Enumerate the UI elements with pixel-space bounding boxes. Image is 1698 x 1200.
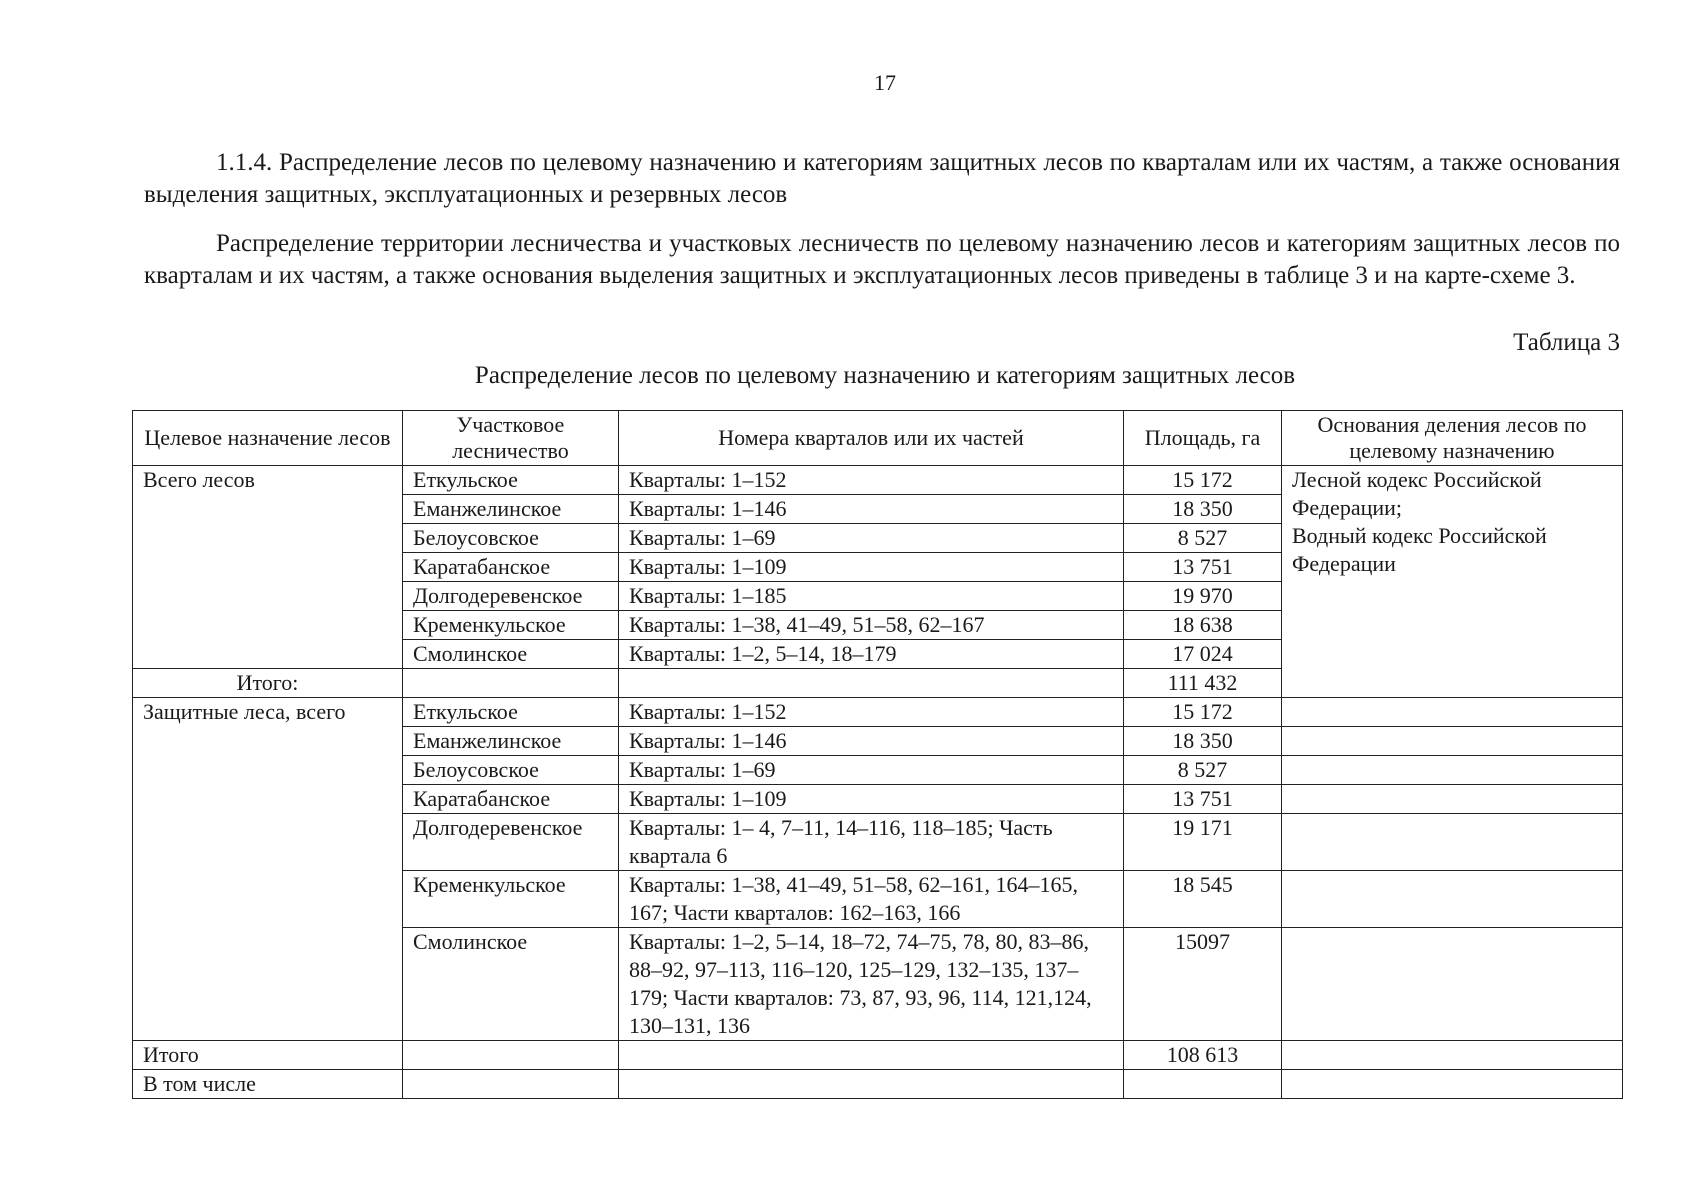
basis-cell (1282, 727, 1623, 756)
area-cell: 17 024 (1124, 640, 1282, 669)
district-cell: Долгодеревенское (403, 814, 619, 871)
quarters-cell: Кварталы: 1–2, 5–14, 18–179 (619, 640, 1124, 669)
area-cell: 19 171 (1124, 814, 1282, 871)
quarters-cell: Кварталы: 1–2, 5–14, 18–72, 74–75, 78, 80, 83–86, 88–92, 97–113, 116–120, 125–129, 132–135, 137–179; Части кварталов: 73, 87, 93, 96, 114, 121,124, 130–131, 136 (619, 928, 1124, 1041)
table-caption: Распределение лесов по целевому назначению и категориям защитных лесов (474, 362, 1296, 389)
district-cell: Белоусовское (403, 524, 619, 553)
area-cell: 18 638 (1124, 611, 1282, 640)
table-row (133, 466, 1623, 495)
basis-cell (1282, 928, 1623, 1041)
area-cell: 15 172 (1124, 466, 1282, 495)
section-heading: 1.1.4. Распределение лесов по целевому назначению и категориям защитных лесов по кварталам или их частям, а также основания выделения защитных, эксплуатационных и резервных лесов (144, 149, 1620, 208)
district-cell: Еткульское (403, 698, 619, 727)
area-cell: 18 350 (1124, 727, 1282, 756)
area-cell: 19 970 (1124, 582, 1282, 611)
basis-cell (1282, 756, 1623, 785)
empty-cell (1282, 1041, 1623, 1070)
quarters-cell: Кварталы: 1– 4, 7–11, 14–116, 118–185; Часть квартала 6 (619, 814, 1124, 871)
empty-cell (403, 1041, 619, 1070)
area-cell: 15 172 (1124, 698, 1282, 727)
total-label: Итого (133, 1041, 403, 1070)
empty-cell (619, 669, 1124, 698)
empty-cell (619, 1070, 1124, 1099)
district-cell: Кременкульское (403, 611, 619, 640)
including-label: В том числе (133, 1070, 403, 1099)
empty-cell (403, 1070, 619, 1099)
area-cell: 13 751 (1124, 785, 1282, 814)
quarters-cell: Кварталы: 1–152 (619, 698, 1124, 727)
district-cell: Смолинское (403, 640, 619, 669)
basis-cell (1282, 466, 1623, 698)
basis-line: Водный кодекс Российской Федерации (1292, 523, 1547, 576)
quarters-cell: Кварталы: 1–109 (619, 553, 1124, 582)
district-cell: Кременкульское (403, 871, 619, 928)
area-cell: 18 545 (1124, 871, 1282, 928)
total-area: 108 613 (1124, 1041, 1282, 1070)
area-cell: 18 350 (1124, 495, 1282, 524)
table-row (133, 698, 1623, 727)
area-cell: 8 527 (1124, 756, 1282, 785)
empty-cell (1124, 1070, 1282, 1099)
forest-distribution-table (132, 410, 1623, 1099)
district-cell: Белоусовское (403, 756, 619, 785)
area-cell: 8 527 (1124, 524, 1282, 553)
area-cell: 13 751 (1124, 553, 1282, 582)
quarters-cell: Кварталы: 1–69 (619, 756, 1124, 785)
quarters-cell: Кварталы: 1–185 (619, 582, 1124, 611)
intro-paragraph: Распределение территории лесничества и участковых лесничеств по целевому назначению лесов и категориям защитных лесов по кварталам и их частям, а также основания выделения защитных и эксплуатационных лесов приведены в таблице 3 и на карте-схеме 3. (144, 230, 1620, 289)
quarters-cell: Кварталы: 1–146 (619, 727, 1124, 756)
header-quarters: Номера кварталов или их частей (619, 411, 1124, 466)
district-cell: Долгодеревенское (403, 582, 619, 611)
quarters-cell: Кварталы: 1–38, 41–49, 51–58, 62–167 (619, 611, 1124, 640)
quarters-cell: Кварталы: 1–146 (619, 495, 1124, 524)
quarters-cell: Кварталы: 1–152 (619, 466, 1124, 495)
quarters-cell: Кварталы: 1–38, 41–49, 51–58, 62–161, 164–165, 167; Части кварталов: 162–163, 166 (619, 871, 1124, 928)
basis-cell (1282, 814, 1623, 871)
quarters-cell: Кварталы: 1–109 (619, 785, 1124, 814)
empty-cell (403, 669, 619, 698)
total-label: Итого: (133, 669, 403, 698)
header-basis: Основания деления лесов по целевому назначению (1282, 411, 1623, 466)
district-cell: Каратабанское (403, 553, 619, 582)
all-forests-label: Всего лесов (133, 466, 403, 669)
header-district: Участковое лесничество (403, 411, 619, 466)
protective-forests-label: Защитные леса, всего (133, 698, 403, 1041)
table-row-including (133, 1070, 1623, 1099)
district-cell: Еманжелинское (403, 727, 619, 756)
empty-cell (619, 1041, 1124, 1070)
basis-cell (1282, 871, 1623, 928)
header-area: Площадь, га (1124, 411, 1282, 466)
header-purpose: Целевое назначение лесов (133, 411, 403, 466)
empty-cell (1282, 1070, 1623, 1099)
district-cell: Еткульское (403, 466, 619, 495)
quarters-cell: Кварталы: 1–69 (619, 524, 1124, 553)
district-cell: Каратабанское (403, 785, 619, 814)
table-label: Таблица 3 (1513, 329, 1620, 356)
district-cell: Смолинское (403, 928, 619, 1041)
basis-line: Лесной кодекс Российской Федерации; (1292, 467, 1542, 520)
table-row-total (133, 1041, 1623, 1070)
total-area: 111 432 (1124, 669, 1282, 698)
page-number: 17 (874, 70, 896, 95)
district-cell: Еманжелинское (403, 495, 619, 524)
area-cell: 15097 (1124, 928, 1282, 1041)
basis-cell (1282, 785, 1623, 814)
basis-cell (1282, 698, 1623, 727)
table-header-row (133, 411, 1623, 466)
